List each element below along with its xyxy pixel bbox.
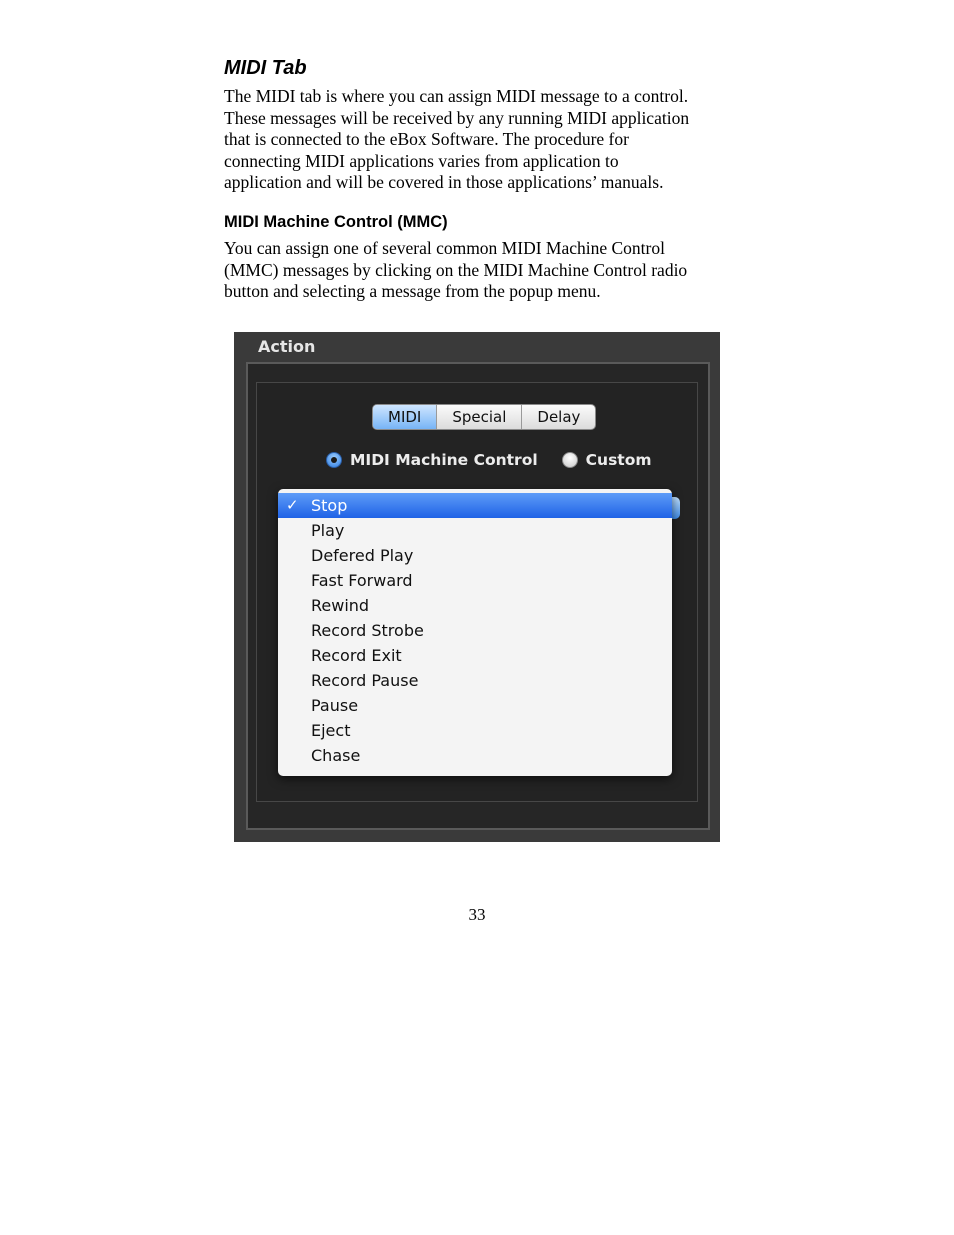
menu-item-chase[interactable] <box>278 743 672 768</box>
message-type-radio-group <box>326 450 676 470</box>
mmc-line: button and selecting a message from the popup menu. <box>224 281 601 301</box>
menu-item-label: Pause <box>311 696 359 715</box>
menu-item-record-pause[interactable] <box>278 668 672 693</box>
subsection-heading: MIDI Machine Control (MMC) <box>224 213 448 231</box>
menu-item-pause[interactable] <box>278 693 672 718</box>
tab-special[interactable]: Special <box>437 405 522 429</box>
menu-item-label: Play <box>311 521 345 540</box>
intro-line: These messages will be received by any running MIDI application <box>224 107 690 128</box>
intro-paragraph <box>224 86 734 194</box>
action-panel-screenshot <box>234 332 720 842</box>
mmc-line: You can assign one of several common MIDI Machine Control <box>224 238 665 258</box>
intro-line: connecting MIDI applications varies from application to <box>224 150 619 171</box>
mmc-line: (MMC) messages by clicking on the MIDI Machine Control radio <box>224 259 688 280</box>
menu-item-play[interactable] <box>278 518 672 543</box>
custom-radio-label[interactable]: Custom <box>585 451 652 469</box>
intro-line: that is connected to the eBox Software. The procedure for <box>224 129 629 149</box>
menu-item-label: Chase <box>311 746 361 765</box>
tab-midi[interactable]: MIDI <box>373 405 437 429</box>
page-number: 33 <box>468 905 486 924</box>
menu-item-rewind[interactable] <box>278 593 672 618</box>
menu-item-defered-play[interactable] <box>278 543 672 568</box>
menu-item-label: Eject <box>311 721 351 740</box>
menu-item-label: Rewind <box>311 596 370 615</box>
menu-item-fast-forward[interactable] <box>278 568 672 593</box>
menu-item-record-strobe[interactable] <box>278 618 672 643</box>
intro-line: The MIDI tab is where you can assign MIDI message to a control. <box>224 86 689 106</box>
menu-item-label: Defered Play <box>311 546 414 565</box>
tab-bar <box>372 404 596 430</box>
action-group-box <box>246 362 710 830</box>
mmc-popup-menu <box>278 489 672 776</box>
mmc-radio-button[interactable] <box>326 452 342 468</box>
menu-item-label: Record Exit <box>311 646 402 665</box>
intro-line: application and will be covered in those applications’ manuals. <box>224 172 664 192</box>
menu-item-label: Stop <box>311 496 348 515</box>
mmc-paragraph <box>224 238 734 303</box>
menu-item-eject[interactable] <box>278 718 672 743</box>
menu-item-record-exit[interactable] <box>278 643 672 668</box>
menu-item-label: Record Strobe <box>311 621 424 640</box>
custom-radio-button[interactable] <box>562 452 578 468</box>
checkmark-icon: ✓ <box>286 496 299 514</box>
mmc-radio-label[interactable]: MIDI Machine Control <box>350 451 538 469</box>
menu-item-label: Fast Forward <box>311 571 413 590</box>
menu-item-label: Record Pause <box>311 671 419 690</box>
action-panel-title: Action <box>258 337 316 356</box>
section-heading: MIDI Tab <box>224 57 307 79</box>
menu-item-stop[interactable] <box>278 493 672 518</box>
tab-delay[interactable]: Delay <box>537 408 581 426</box>
